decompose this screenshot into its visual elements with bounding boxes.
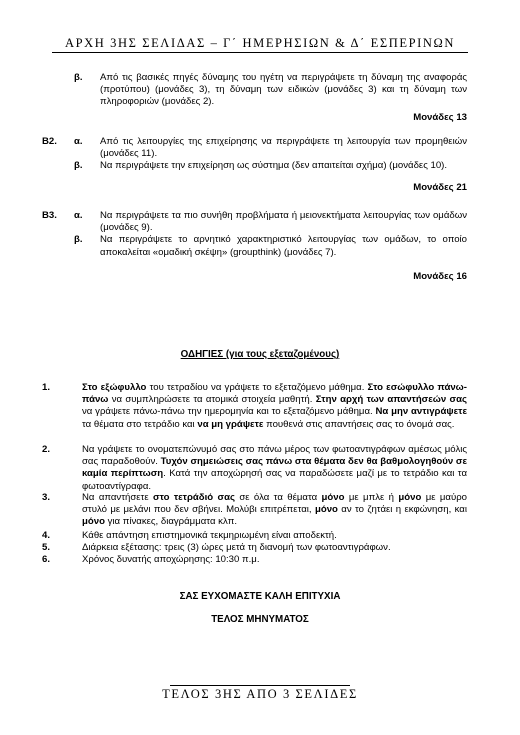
instruction-number: 4.	[42, 530, 51, 541]
part-text: Από τις λειτουργίες της επιχείρησης να περιγράψετε τη λειτουργία των προμηθειών (μονάδες 11).	[100, 136, 467, 160]
instruction-item	[42, 542, 467, 554]
instruction-item	[42, 382, 467, 431]
instruction-item	[42, 492, 467, 529]
part-text: Να περιγράψετε το αρνητικό χαρακτηριστικό λειτουργίας των ομάδων, το οποίο αποκαλείται «ομαδική σκέψη» (groupthink) (μονάδες 7).	[100, 234, 467, 258]
part-text: Να περιγράψετε τα πιο συνήθη προβλήματα ή μειονεκτήματα λειτουργίας των ομάδων (μονάδες 9).	[100, 210, 467, 234]
question-b3	[74, 210, 467, 259]
question-b2	[74, 136, 467, 173]
instruction-text: με μπλε ή	[344, 492, 399, 503]
instruction-text: Στο εσώφυλλο πάνω-πάνω	[82, 382, 467, 406]
part-letter: β.	[74, 234, 83, 246]
question-b3-label: Β3.	[42, 210, 57, 221]
instruction-text: Χρόνος δυνατής αποχώρησης: 10:30 π.μ.	[82, 554, 260, 565]
instruction-text: μόνο	[82, 516, 105, 528]
part-letter: β.	[74, 160, 83, 172]
instruction-text: μόνο	[314, 504, 338, 516]
instruction-text: Διάρκεια εξέτασης: τρεις (3) ώρες μετά τη διανομή των φωτοαντιγράφων.	[82, 542, 391, 553]
instruction-text: . Κατά την αποχώρησή σας να παραδώσετε μαζί με το τετράδιο και τα φωτοαντίγραφα.	[82, 468, 467, 492]
closing-wish: ΣΑΣ ΕΥΧΟΜΑΣΤΕ ΚΑΛΗ ΕΠΙΤΥΧΙΑ	[179, 591, 341, 602]
instruction-text: στο τετράδιό σας	[153, 492, 235, 503]
part-letter: α.	[74, 136, 83, 147]
instruction-text: να μη γράψετε	[197, 418, 264, 430]
instructions-title: ΟΔΗΓΙΕΣ (για τους εξεταζομένους)	[180, 349, 340, 360]
instruction-text: Τυχόν σημειώσεις σας πάνω στα θέματα δεν θα βαθμολογηθούν σε καμία περίπτωση	[82, 456, 468, 480]
part-text: Από τις βασικές πηγές δύναμης του ηγέτη να περιγράψετε τη δύναμη της αναφοράς (προτύπου) (μονάδες 3), τη δύναμη των ειδικών (μονάδες 3) και τη δύναμη των πληροφοριών (μονάδες 2).	[100, 72, 467, 108]
instruction-number: 3.	[42, 492, 51, 503]
page-footer: ΤΕΛΟΣ 3ΗΣ ΑΠΟ 3 ΣΕΛΙΔΕΣ	[162, 687, 358, 701]
question-b1-part-b	[74, 72, 467, 109]
part-letter: β.	[74, 72, 83, 83]
question-b2-label: Β2.	[42, 136, 57, 147]
header-underline	[52, 52, 468, 53]
marks-b3: Μονάδες 16	[413, 271, 467, 282]
instruction-text: πουθενά στις απαντήσεις σας το όνομά σας.	[263, 418, 455, 430]
instruction-text: σε όλα τα θέματα	[234, 492, 322, 503]
instruction-text: να συμπληρώσετε τα ατομικά στοιχεία μαθητή.	[108, 394, 316, 406]
instruction-text: Στο εξώφυλλο	[82, 382, 147, 393]
instruction-text: Να γράψετε το ονοματεπώνυμό σας στο πάνω μέρος των φωτοαντιγράφων αμέσως μόλις σας παραδοθούν.	[82, 444, 467, 468]
instruction-text: Να απαντήσετε	[82, 492, 154, 503]
marks-b1: Μονάδες 13	[413, 112, 467, 123]
instruction-text: Κάθε απάντηση επιστημονικά τεκμηριωμένη είναι αποδεκτή.	[82, 530, 337, 541]
part-letter: α.	[74, 210, 83, 221]
page-header: ΑΡΧΗ 3ΗΣ ΣΕΛΙΔΑΣ – Γ΄ ΗΜΕΡΗΣΙΩΝ & Δ΄ ΕΣΠΕΡΙΝΩΝ	[64, 36, 456, 50]
instruction-number: 1.	[42, 382, 51, 393]
part-text: Να περιγράψετε την επιχείρηση ως σύστημα (δεν απαιτείται σχήμα) (μονάδες 10).	[100, 160, 448, 172]
instruction-number: 5.	[42, 542, 51, 553]
instruction-text: αν το ζητάει η εκφώνηση, και	[337, 504, 467, 516]
instruction-number: 2.	[42, 444, 51, 455]
instruction-text: μόνο	[321, 492, 345, 503]
instruction-text: να γράψετε πάνω-πάνω την ημερομηνία και το εξεταζόμενο μάθημα.	[82, 406, 376, 418]
instruction-item	[42, 530, 467, 542]
instruction-text: με μαύρο στυλό με μελάνι που δεν σβήνει. Μολύβι επιτρέπεται,	[82, 492, 467, 516]
marks-b2: Μονάδες 21	[413, 182, 467, 193]
instruction-text: μόνο	[398, 492, 422, 503]
instruction-text: Να μην αντιγράψετε	[375, 406, 467, 418]
instruction-text: για πίνακες, διαγράμματα κλπ.	[104, 516, 238, 528]
instruction-item	[42, 444, 467, 493]
closing-end: ΤΕΛΟΣ ΜΗΝΥΜΑΤΟΣ	[211, 614, 309, 625]
instruction-item	[42, 554, 467, 566]
instruction-text: Στην αρχή των απαντήσεών σας	[315, 394, 467, 406]
footer-overline	[170, 685, 350, 686]
instruction-text: τα θέματα στο τετράδιο και	[82, 418, 198, 430]
instruction-text: του τετραδίου να γράψετε το εξεταζόμενο μάθημα.	[146, 382, 368, 393]
instruction-number: 6.	[42, 554, 51, 565]
